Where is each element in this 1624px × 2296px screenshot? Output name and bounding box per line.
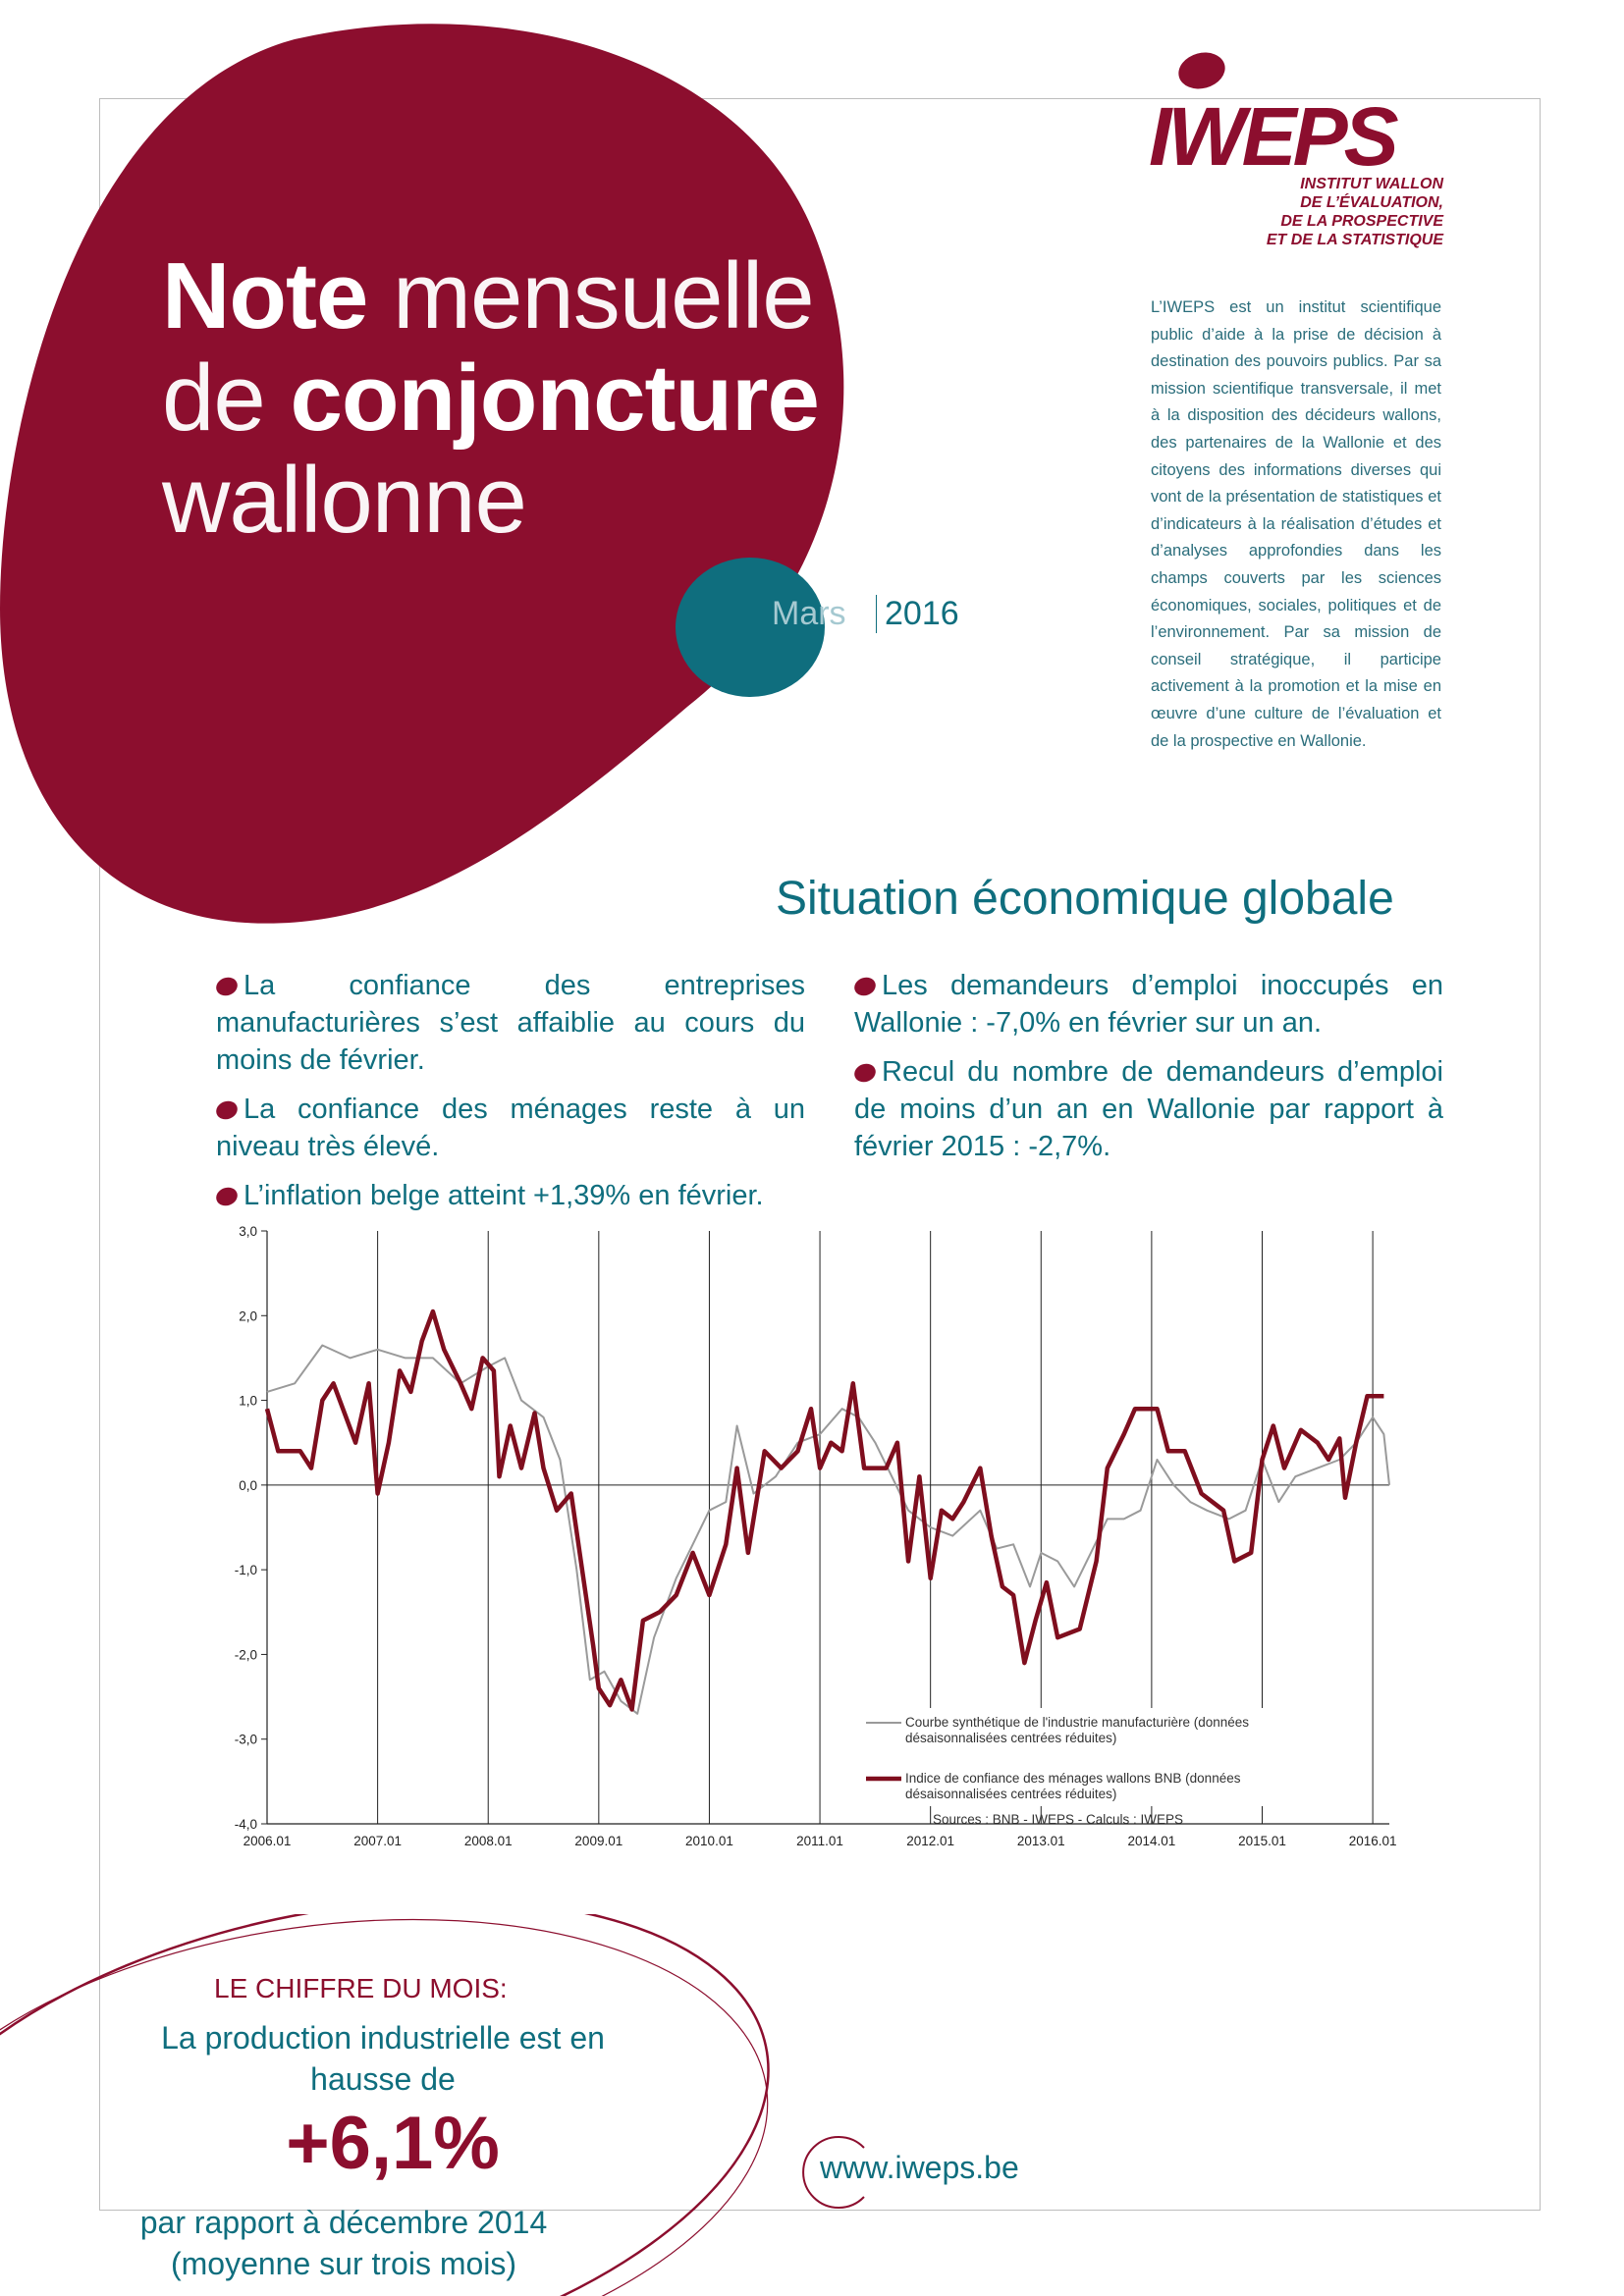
bullet-item: La confiance des ménages reste à un niveau très élevé. xyxy=(216,1091,805,1165)
callout-line-3: par rapport à décembre 2014 xyxy=(139,2205,548,2240)
bullets-right xyxy=(854,967,1443,1177)
iweps-logo xyxy=(1149,49,1463,177)
bullet-dot-icon xyxy=(852,1061,879,1085)
x-tick-label: 2012.01 xyxy=(906,1834,955,1848)
x-tick-label: 2016.01 xyxy=(1348,1834,1397,1848)
bullet-item: Recul du nombre de demandeurs d’emploi de moins d’un an en Wallonie par rapport à février 2015 : -2,7%. xyxy=(854,1053,1443,1165)
legend-label-2-cont: désaisonnalisées centrées réduites) xyxy=(905,1787,1117,1801)
callout-line-2: hausse de xyxy=(310,2061,456,2097)
y-tick-label: 3,0 xyxy=(239,1224,257,1239)
masthead-title xyxy=(162,245,819,552)
x-tick-label: 2006.01 xyxy=(243,1834,292,1848)
logo-subtitle: INSTITUT WALLON DE L’ÉVALUATION, DE LA PROSPECTIVE ET DE LA STATISTIQUE xyxy=(1266,176,1443,248)
bullet-dot-icon xyxy=(852,975,879,998)
confidence-line-chart xyxy=(226,1217,1424,1865)
y-tick-label: -1,0 xyxy=(234,1563,257,1578)
y-tick-label: -2,0 xyxy=(234,1647,257,1663)
title-de: de xyxy=(162,346,265,451)
title-wallonne: wallonne xyxy=(162,448,526,553)
bullets-left xyxy=(216,967,805,1226)
x-tick-label: 2008.01 xyxy=(463,1834,513,1848)
legend-label-2: Indice de confiance des ménages wallons BNB (données xyxy=(905,1771,1241,1786)
x-tick-label: 2015.01 xyxy=(1238,1834,1286,1848)
y-tick-label: 1,0 xyxy=(239,1393,257,1409)
bullet-dot-icon xyxy=(214,975,241,998)
x-tick-label: 2013.01 xyxy=(1016,1834,1065,1848)
y-tick-label: -4,0 xyxy=(234,1817,257,1832)
y-tick-label: 0,0 xyxy=(239,1477,257,1493)
issue-year: 2016 xyxy=(876,595,959,633)
legend-label-1: Courbe synthétique de l'industrie manufacturière (données xyxy=(905,1715,1250,1730)
bullet-dot-icon xyxy=(214,1098,241,1122)
title-conjoncture: conjoncture xyxy=(290,346,819,451)
issue-month: Mars xyxy=(772,595,846,632)
x-tick-label: 2007.01 xyxy=(353,1834,403,1848)
chart-sources: Sources : BNB - IWEPS - Calculs : IWEPS xyxy=(933,1812,1184,1827)
callout-line-4: (moyenne sur trois mois) xyxy=(170,2246,517,2281)
title-note: Note xyxy=(162,243,368,348)
bullet-item: Les demandeurs d’emploi inoccupés en Wallonie : -7,0% en février sur un an. xyxy=(854,967,1443,1041)
bullet-dot-icon xyxy=(214,1185,241,1208)
title-mensuelle: mensuelle xyxy=(393,243,814,348)
callout-figure: +6,1% xyxy=(286,2102,500,2185)
logo-wordmark: IWEPS xyxy=(1149,90,1395,177)
x-tick-label: 2011.01 xyxy=(796,1834,843,1848)
chart-series xyxy=(267,1311,1389,1714)
legend-label-1-cont: désaisonnalisées centrées réduites) xyxy=(905,1731,1117,1745)
callout-line-1: La production industrielle est en xyxy=(161,2020,605,2056)
chart-legend xyxy=(854,1708,1345,1827)
x-tick-label: 2014.01 xyxy=(1127,1834,1176,1848)
section-title: Situation économique globale xyxy=(776,873,1394,925)
x-tick-label: 2009.01 xyxy=(574,1834,623,1848)
y-tick-label: 2,0 xyxy=(239,1308,257,1324)
series-line-2 xyxy=(267,1311,1383,1710)
series-line-1 xyxy=(267,1346,1389,1714)
intro-paragraph: L’IWEPS est un institut scientifique public d’aide à la prise de décision à destination des pouvoirs publics. Par sa mission scientifique transversale, il met à la disposition des décideurs wallons, des partenaires de la Wallonie et des citoyens des informations diverses qui vont de la présentation de statistiques et d’indicateurs à la réalisation d’études et d’analyses approfondies dans les champs couverts par les sciences économiques, sociales, politiques et de l’environnement. Par sa mission de conseil stratégique, il participe activement à la promotion et la mise en œuvre d’une culture de l’évaluation et de la prospective en Wallonie. xyxy=(1151,298,1441,750)
x-tick-label: 2010.01 xyxy=(685,1834,733,1848)
website-link[interactable]: www.iweps.be xyxy=(820,2150,1019,2185)
y-tick-label: -3,0 xyxy=(234,1732,257,1747)
bullet-item: L’inflation belge atteint +1,39% en février. xyxy=(216,1177,805,1214)
chiffre-du-mois-label: LE CHIFFRE DU MOIS: xyxy=(214,1973,508,2003)
bullet-item: La confiance des entreprises manufacturières s’est affaiblie au cours du moins de février. xyxy=(216,967,805,1079)
